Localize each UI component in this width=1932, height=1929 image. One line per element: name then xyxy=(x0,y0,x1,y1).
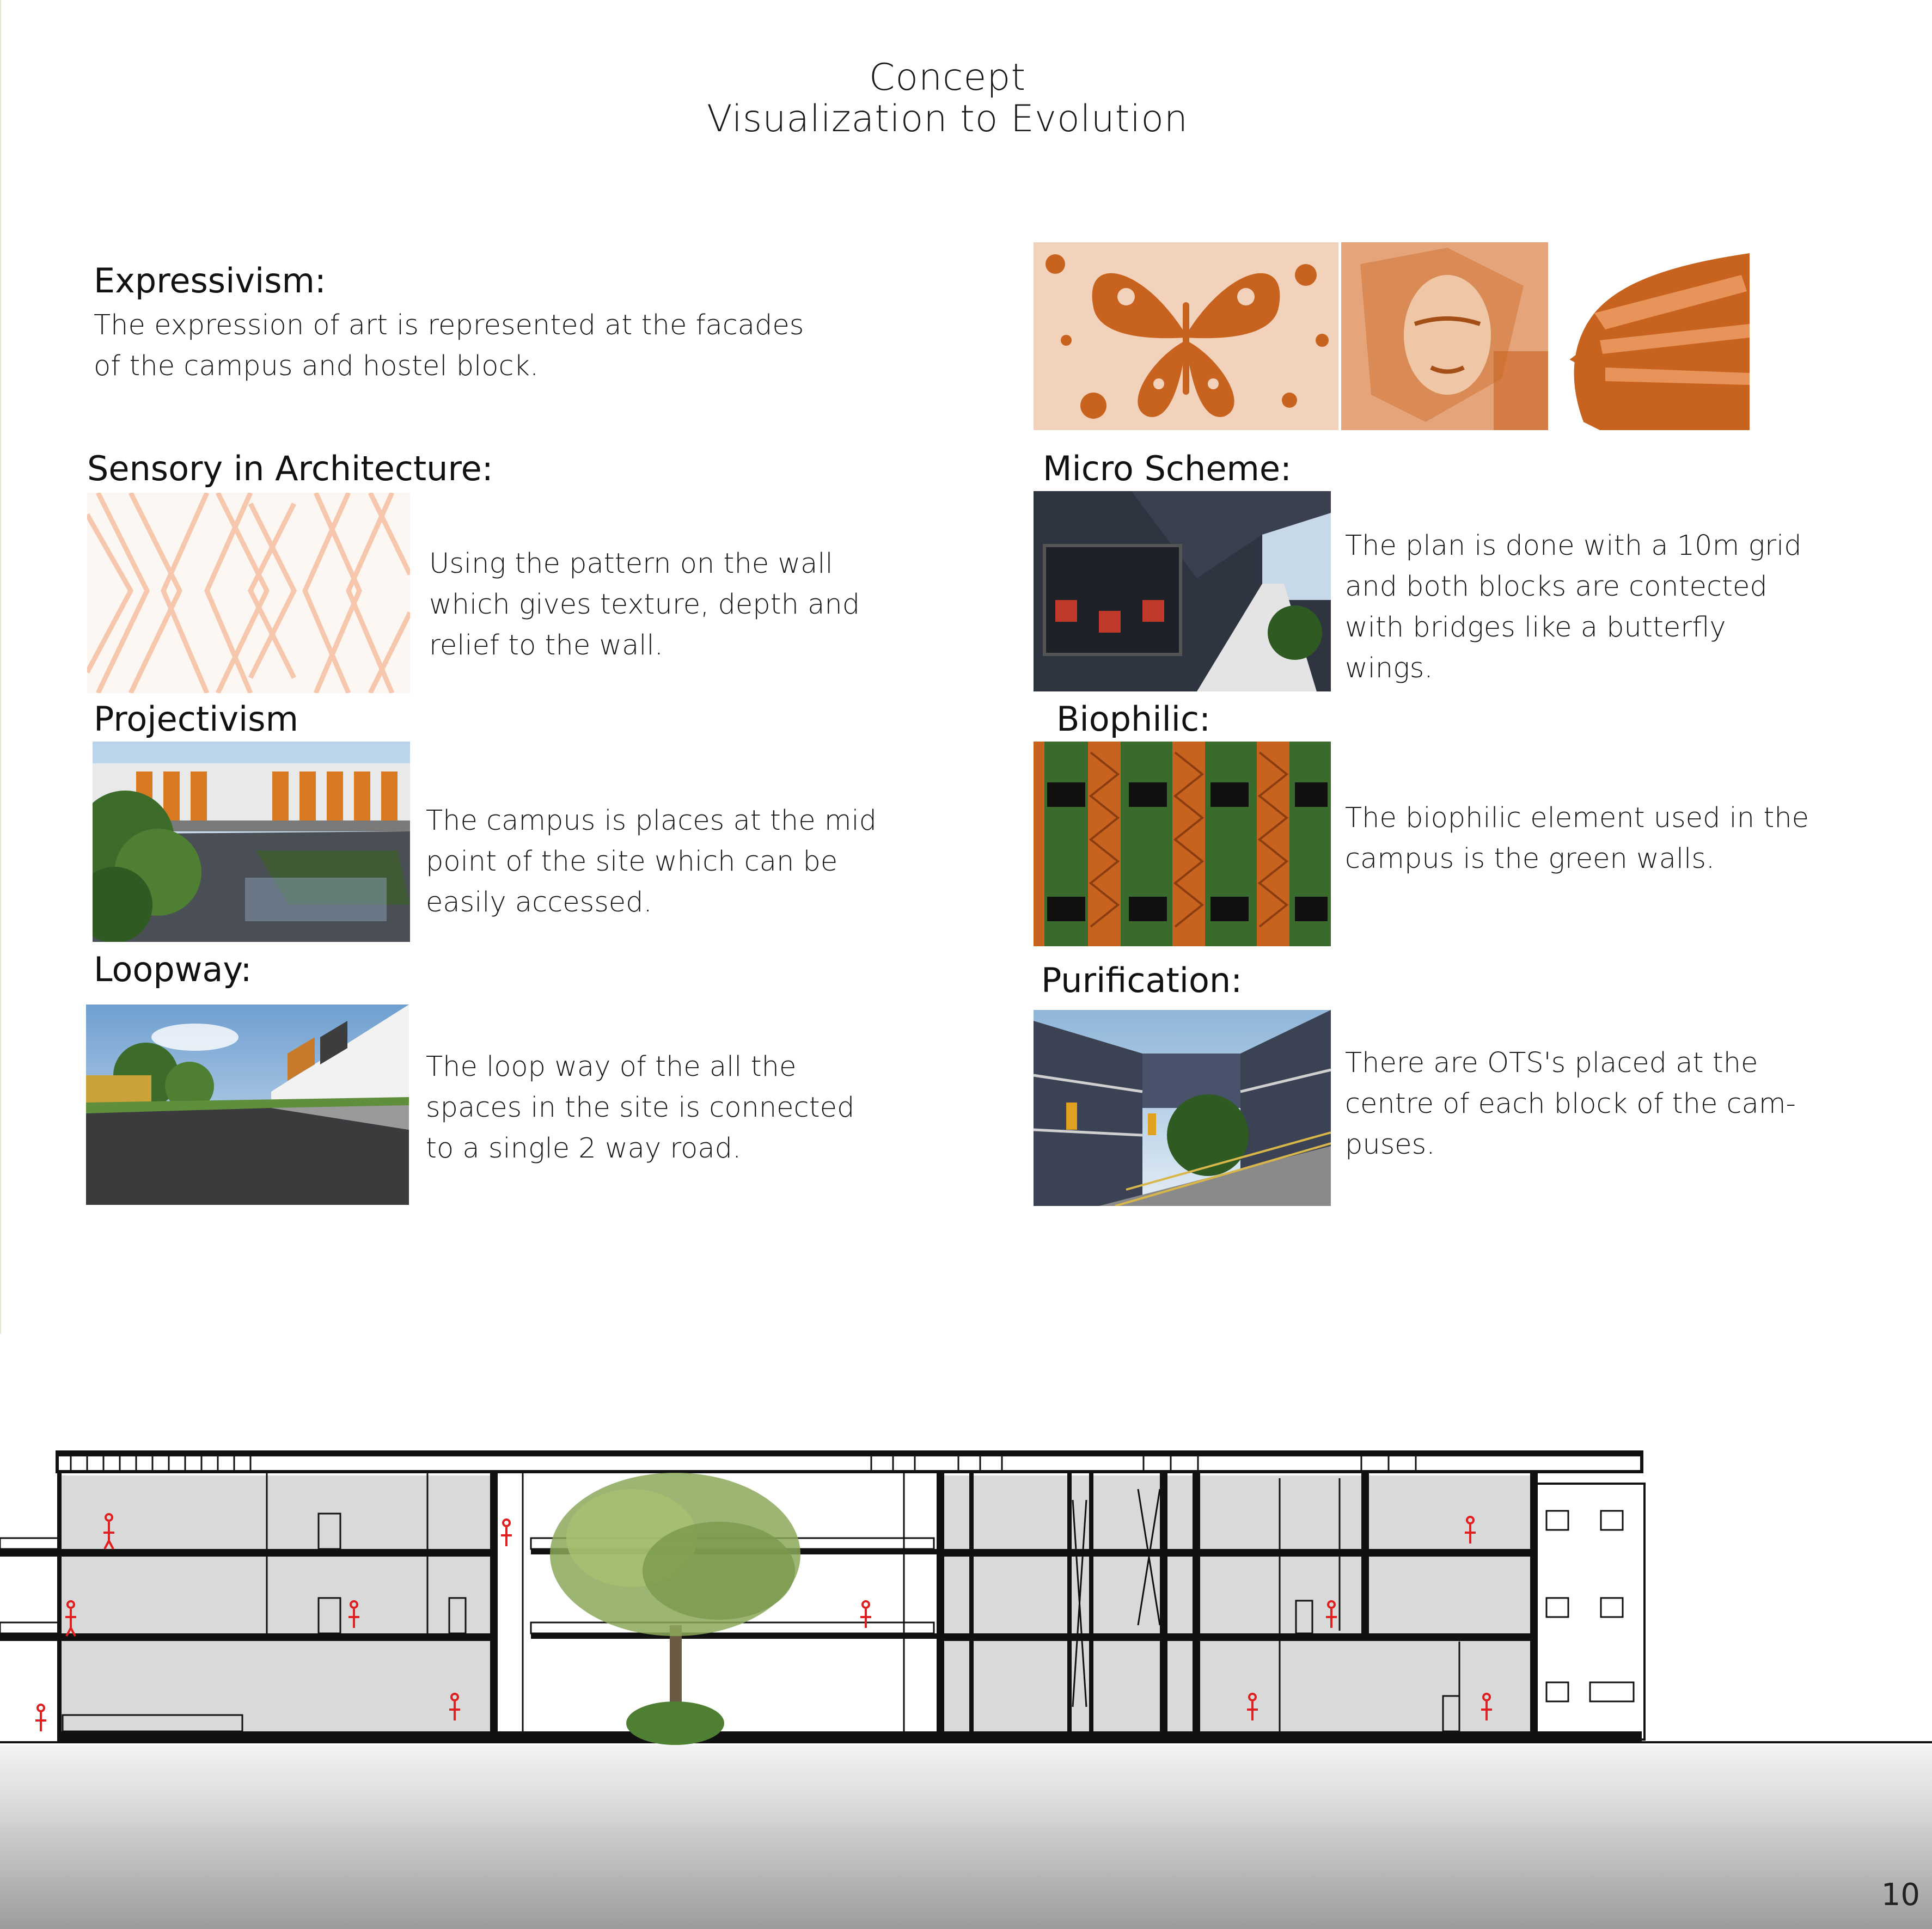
loopway-line-3: to a single 2 way road. xyxy=(426,1132,742,1165)
purification-line-3: puses. xyxy=(1345,1129,1435,1161)
micro-scheme-line-3: with bridges like a butterfly xyxy=(1345,611,1726,644)
loopway-heading: Loopway: xyxy=(94,950,252,989)
sensory-line-2: which gives texture, depth and xyxy=(429,589,860,621)
campus-render-graphic xyxy=(93,742,410,942)
sensory-wall-pattern-image xyxy=(87,493,410,693)
purification-heading: Purification: xyxy=(1041,960,1243,1000)
projectivism-text xyxy=(426,800,877,923)
purification-line-2: centre of each block of the cam- xyxy=(1345,1088,1796,1120)
projectivism-heading: Projectivism xyxy=(94,699,298,739)
green-wall-graphic xyxy=(1034,742,1331,946)
expressivism-text xyxy=(94,305,804,387)
page-edge-line xyxy=(0,0,1,1334)
ground-gradient xyxy=(0,1745,1932,1929)
title-line-2: Visualization to Evolution xyxy=(706,97,1189,140)
road-render-graphic xyxy=(86,1005,409,1205)
loopway-line-1: The loop way of the all the xyxy=(426,1051,797,1083)
sensory-text xyxy=(429,543,860,666)
micro-scheme-line-4: wings. xyxy=(1345,652,1433,684)
projectivism-campus-image xyxy=(93,742,410,942)
micro-scheme-line-2: and both blocks are contected xyxy=(1345,571,1768,603)
sensory-line-3: relief to the wall. xyxy=(429,629,663,662)
page-number: 10 xyxy=(1881,1877,1920,1913)
courtyard-render-graphic xyxy=(1034,1010,1331,1206)
biophilic-line-2: campus is the green walls. xyxy=(1345,843,1715,875)
micro-scheme-text xyxy=(1345,525,1802,689)
biophilic-text xyxy=(1345,798,1809,879)
projectivism-line-1: The campus is places at the mid xyxy=(426,805,877,837)
title-line-1: Concept xyxy=(869,56,1026,99)
diamond-pattern-graphic xyxy=(87,493,410,693)
butterfly-face-art xyxy=(1034,242,1750,430)
micro-scheme-corridor-image xyxy=(1034,491,1331,691)
loopway-text xyxy=(426,1046,854,1169)
sensory-heading: Sensory in Architecture: xyxy=(87,449,493,488)
loopway-road-image xyxy=(86,1005,409,1205)
expressivism-line-2: of the campus and hostel block. xyxy=(94,350,539,382)
expressivism-art-images xyxy=(1034,242,1750,430)
expressivism-heading: Expressivism: xyxy=(94,261,326,301)
loopway-line-2: spaces in the site is connected xyxy=(426,1092,855,1124)
section-graphic xyxy=(0,1446,1932,1750)
purification-courtyard-image xyxy=(1034,1010,1331,1206)
sensory-line-1: Using the pattern on the wall xyxy=(429,548,833,580)
expressivism-line-1: The expression of art is represented at the facades xyxy=(94,309,804,341)
biophilic-green-wall-image xyxy=(1034,742,1331,946)
purification-text xyxy=(1345,1043,1796,1165)
biophilic-line-1: The biophilic element used in the xyxy=(1345,802,1809,834)
page-title xyxy=(0,57,1895,140)
micro-scheme-line-1: The plan is done with a 10m grid xyxy=(1345,530,1802,562)
purification-line-1: There are OTS's placed at the xyxy=(1345,1047,1758,1079)
corridor-render-graphic xyxy=(1034,491,1331,691)
building-section-drawing xyxy=(0,1446,1932,1750)
projectivism-line-3: easily accessed. xyxy=(426,886,652,918)
micro-scheme-heading: Micro Scheme: xyxy=(1043,449,1292,488)
projectivism-line-2: point of the site which can be xyxy=(426,846,838,878)
biophilic-heading: Biophilic: xyxy=(1056,699,1210,739)
